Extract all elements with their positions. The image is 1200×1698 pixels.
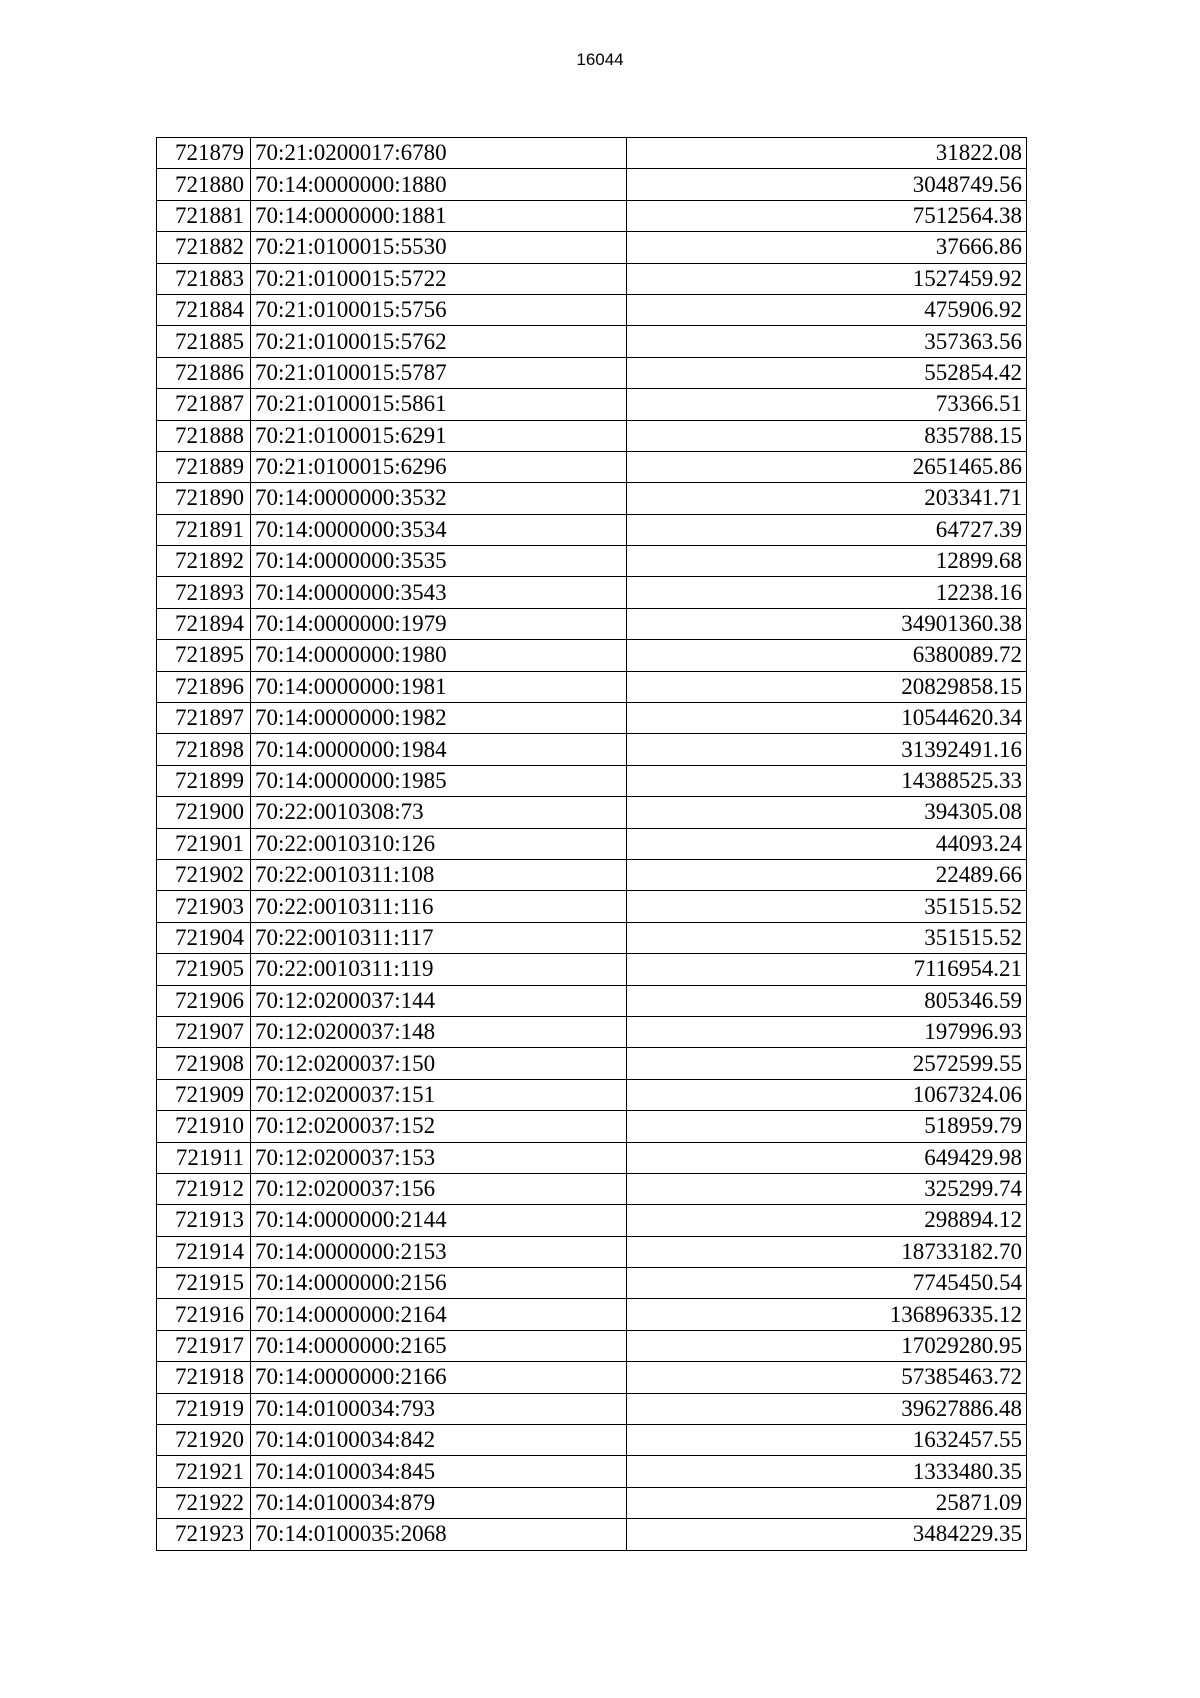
row-number-cell: 721888	[157, 420, 251, 451]
cadastral-value-cell: 39627886.48	[627, 1393, 1027, 1424]
table-row	[157, 891, 1027, 922]
table-row	[157, 1425, 1027, 1456]
row-number-cell: 721892	[157, 546, 251, 577]
table-row	[157, 1362, 1027, 1393]
table-row	[157, 263, 1027, 294]
cadastral-value-cell: 14388525.33	[627, 765, 1027, 796]
cadastral-number-cell: 70:22:0010310:126	[251, 828, 627, 859]
row-number-cell: 721896	[157, 671, 251, 702]
table-body	[157, 138, 1027, 1551]
table-row	[157, 389, 1027, 420]
table-row	[157, 546, 1027, 577]
cadastral-number-cell: 70:14:0100035:2068	[251, 1519, 627, 1550]
row-number-cell: 721891	[157, 514, 251, 545]
cadastral-number-cell: 70:12:0200037:144	[251, 985, 627, 1016]
row-number-cell: 721885	[157, 326, 251, 357]
table-row	[157, 1487, 1027, 1518]
row-number-cell: 721909	[157, 1079, 251, 1110]
cadastral-value-cell: 136896335.12	[627, 1299, 1027, 1330]
table-row	[157, 1016, 1027, 1047]
row-number-cell: 721902	[157, 859, 251, 890]
cadastral-value-cell: 835788.15	[627, 420, 1027, 451]
cadastral-value-cell: 394305.08	[627, 797, 1027, 828]
row-number-cell: 721883	[157, 263, 251, 294]
row-number-cell: 721880	[157, 169, 251, 200]
cadastral-number-cell: 70:14:0000000:1881	[251, 200, 627, 231]
table-row	[157, 828, 1027, 859]
row-number-cell: 721889	[157, 451, 251, 482]
cadastral-number-cell: 70:21:0100015:5861	[251, 389, 627, 420]
cadastral-value-cell: 3048749.56	[627, 169, 1027, 200]
cadastral-value-cell: 805346.59	[627, 985, 1027, 1016]
cadastral-value-cell: 1067324.06	[627, 1079, 1027, 1110]
cadastral-number-cell: 70:14:0100034:879	[251, 1487, 627, 1518]
cadastral-value-cell: 197996.93	[627, 1016, 1027, 1047]
table-row	[157, 1330, 1027, 1361]
cadastral-value-cell: 351515.52	[627, 922, 1027, 953]
cadastral-number-cell: 70:21:0100015:6291	[251, 420, 627, 451]
cadastral-number-cell: 70:12:0200037:150	[251, 1048, 627, 1079]
row-number-cell: 721917	[157, 1330, 251, 1361]
table-row	[157, 1299, 1027, 1330]
cadastral-number-cell: 70:14:0000000:1985	[251, 765, 627, 796]
cadastral-value-cell: 7116954.21	[627, 954, 1027, 985]
table-row	[157, 483, 1027, 514]
row-number-cell: 721906	[157, 985, 251, 1016]
cadastral-value-cell: 34901360.38	[627, 608, 1027, 639]
cadastral-value-cell: 518959.79	[627, 1111, 1027, 1142]
table-row	[157, 1268, 1027, 1299]
cadastral-number-cell: 70:12:0200037:151	[251, 1079, 627, 1110]
row-number-cell: 721903	[157, 891, 251, 922]
cadastral-number-cell: 70:14:0000000:2153	[251, 1236, 627, 1267]
table-row	[157, 671, 1027, 702]
cadastral-value-cell: 18733182.70	[627, 1236, 1027, 1267]
table-row	[157, 1456, 1027, 1487]
table-row	[157, 577, 1027, 608]
row-number-cell: 721894	[157, 608, 251, 639]
cadastral-number-cell: 70:14:0000000:2156	[251, 1268, 627, 1299]
cadastral-value-cell: 25871.09	[627, 1487, 1027, 1518]
cadastral-number-cell: 70:21:0100015:5787	[251, 357, 627, 388]
cadastral-value-cell: 73366.51	[627, 389, 1027, 420]
row-number-cell: 721912	[157, 1173, 251, 1204]
table-row	[157, 1173, 1027, 1204]
cadastral-value-cell: 31392491.16	[627, 734, 1027, 765]
cadastral-value-cell: 475906.92	[627, 294, 1027, 325]
row-number-cell: 721899	[157, 765, 251, 796]
table-row	[157, 138, 1027, 169]
table-row	[157, 1079, 1027, 1110]
cadastral-number-cell: 70:14:0000000:1981	[251, 671, 627, 702]
table-row	[157, 420, 1027, 451]
table-row	[157, 703, 1027, 734]
table-row	[157, 1519, 1027, 1550]
cadastral-number-cell: 70:14:0000000:2164	[251, 1299, 627, 1330]
cadastral-number-cell: 70:21:0100015:5756	[251, 294, 627, 325]
cadastral-number-cell: 70:21:0100015:6296	[251, 451, 627, 482]
row-number-cell: 721893	[157, 577, 251, 608]
table-row	[157, 232, 1027, 263]
cadastral-number-cell: 70:21:0100015:5530	[251, 232, 627, 263]
cadastral-value-cell: 57385463.72	[627, 1362, 1027, 1393]
table-row	[157, 608, 1027, 639]
table-row	[157, 734, 1027, 765]
cadastral-number-cell: 70:14:0100034:845	[251, 1456, 627, 1487]
table-row	[157, 797, 1027, 828]
cadastral-value-cell: 298894.12	[627, 1205, 1027, 1236]
row-number-cell: 721918	[157, 1362, 251, 1393]
cadastral-value-cell: 2651465.86	[627, 451, 1027, 482]
row-number-cell: 721921	[157, 1456, 251, 1487]
cadastral-number-cell: 70:21:0100015:5722	[251, 263, 627, 294]
page-number: 16044	[576, 50, 624, 69]
table-row	[157, 1236, 1027, 1267]
table-row	[157, 294, 1027, 325]
cadastral-number-cell: 70:14:0000000:3543	[251, 577, 627, 608]
cadastral-value-cell: 1527459.92	[627, 263, 1027, 294]
cadastral-number-cell: 70:12:0200037:156	[251, 1173, 627, 1204]
table-row	[157, 640, 1027, 671]
row-number-cell: 721882	[157, 232, 251, 263]
row-number-cell: 721897	[157, 703, 251, 734]
cadastral-number-cell: 70:22:0010311:119	[251, 954, 627, 985]
row-number-cell: 721895	[157, 640, 251, 671]
cadastral-value-cell: 351515.52	[627, 891, 1027, 922]
row-number-cell: 721879	[157, 138, 251, 169]
table-row	[157, 1393, 1027, 1424]
row-number-cell: 721881	[157, 200, 251, 231]
cadastral-number-cell: 70:14:0000000:3532	[251, 483, 627, 514]
table-row	[157, 985, 1027, 1016]
cadastral-value-cell: 31822.08	[627, 138, 1027, 169]
cadastral-number-cell: 70:14:0000000:1979	[251, 608, 627, 639]
cadastral-value-cell: 6380089.72	[627, 640, 1027, 671]
cadastral-number-cell: 70:12:0200037:152	[251, 1111, 627, 1142]
table-row	[157, 1142, 1027, 1173]
cadastral-value-cell: 10544620.34	[627, 703, 1027, 734]
row-number-cell: 721913	[157, 1205, 251, 1236]
cadastral-number-cell: 70:14:0000000:1880	[251, 169, 627, 200]
table-row	[157, 1111, 1027, 1142]
row-number-cell: 721915	[157, 1268, 251, 1299]
table-row	[157, 1048, 1027, 1079]
cadastral-number-cell: 70:14:0000000:2166	[251, 1362, 627, 1393]
cadastral-number-cell: 70:12:0200037:153	[251, 1142, 627, 1173]
row-number-cell: 721922	[157, 1487, 251, 1518]
cadastral-number-cell: 70:14:0100034:793	[251, 1393, 627, 1424]
cadastral-number-cell: 70:14:0000000:1982	[251, 703, 627, 734]
cadastral-value-cell: 1632457.55	[627, 1425, 1027, 1456]
cadastral-value-cell: 17029280.95	[627, 1330, 1027, 1361]
row-number-cell: 721907	[157, 1016, 251, 1047]
cadastral-value-cell: 325299.74	[627, 1173, 1027, 1204]
cadastral-value-cell: 2572599.55	[627, 1048, 1027, 1079]
cadastral-number-cell: 70:14:0000000:1984	[251, 734, 627, 765]
row-number-cell: 721908	[157, 1048, 251, 1079]
cadastral-value-cell: 552854.42	[627, 357, 1027, 388]
cadastral-value-table	[156, 137, 1027, 1551]
cadastral-value-cell: 37666.86	[627, 232, 1027, 263]
table-row	[157, 451, 1027, 482]
row-number-cell: 721905	[157, 954, 251, 985]
row-number-cell: 721920	[157, 1425, 251, 1456]
cadastral-number-cell: 70:22:0010311:116	[251, 891, 627, 922]
row-number-cell: 721923	[157, 1519, 251, 1550]
cadastral-value-cell: 12238.16	[627, 577, 1027, 608]
row-number-cell: 721886	[157, 357, 251, 388]
table-row	[157, 859, 1027, 890]
row-number-cell: 721916	[157, 1299, 251, 1330]
row-number-cell: 721919	[157, 1393, 251, 1424]
cadastral-number-cell: 70:21:0200017:6780	[251, 138, 627, 169]
row-number-cell: 721914	[157, 1236, 251, 1267]
table-row	[157, 200, 1027, 231]
cadastral-value-cell: 7745450.54	[627, 1268, 1027, 1299]
cadastral-value-cell: 3484229.35	[627, 1519, 1027, 1550]
cadastral-value-cell: 20829858.15	[627, 671, 1027, 702]
cadastral-number-cell: 70:12:0200037:148	[251, 1016, 627, 1047]
cadastral-number-cell: 70:22:0010311:108	[251, 859, 627, 890]
cadastral-number-cell: 70:14:0000000:2144	[251, 1205, 627, 1236]
row-number-cell: 721904	[157, 922, 251, 953]
cadastral-number-cell: 70:14:0000000:1980	[251, 640, 627, 671]
row-number-cell: 721910	[157, 1111, 251, 1142]
cadastral-number-cell: 70:22:0010308:73	[251, 797, 627, 828]
cadastral-value-cell: 7512564.38	[627, 200, 1027, 231]
cadastral-value-cell: 12899.68	[627, 546, 1027, 577]
table-row	[157, 169, 1027, 200]
cadastral-number-cell: 70:14:0000000:2165	[251, 1330, 627, 1361]
cadastral-value-cell: 22489.66	[627, 859, 1027, 890]
table-row	[157, 514, 1027, 545]
row-number-cell: 721884	[157, 294, 251, 325]
row-number-cell: 721900	[157, 797, 251, 828]
row-number-cell: 721890	[157, 483, 251, 514]
cadastral-value-cell: 649429.98	[627, 1142, 1027, 1173]
row-number-cell: 721911	[157, 1142, 251, 1173]
table-row	[157, 326, 1027, 357]
cadastral-value-cell: 203341.71	[627, 483, 1027, 514]
cadastral-value-cell: 64727.39	[627, 514, 1027, 545]
cadastral-number-cell: 70:14:0000000:3535	[251, 546, 627, 577]
table-row	[157, 765, 1027, 796]
table-row	[157, 954, 1027, 985]
cadastral-value-cell: 1333480.35	[627, 1456, 1027, 1487]
table-row	[157, 357, 1027, 388]
cadastral-number-cell: 70:14:0100034:842	[251, 1425, 627, 1456]
cadastral-number-cell: 70:14:0000000:3534	[251, 514, 627, 545]
table-row	[157, 922, 1027, 953]
row-number-cell: 721887	[157, 389, 251, 420]
row-number-cell: 721901	[157, 828, 251, 859]
cadastral-value-cell: 44093.24	[627, 828, 1027, 859]
cadastral-number-cell: 70:22:0010311:117	[251, 922, 627, 953]
table-row	[157, 1205, 1027, 1236]
row-number-cell: 721898	[157, 734, 251, 765]
cadastral-value-cell: 357363.56	[627, 326, 1027, 357]
cadastral-number-cell: 70:21:0100015:5762	[251, 326, 627, 357]
